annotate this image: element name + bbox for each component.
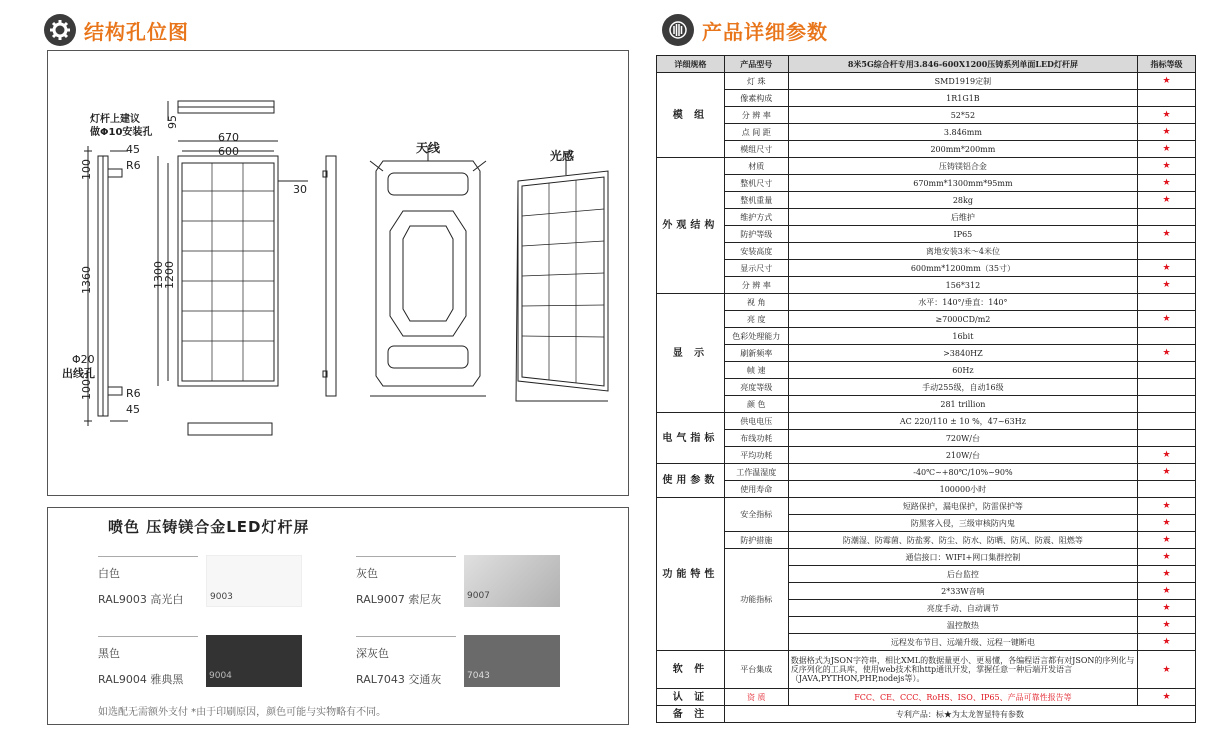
spec-key: 亮度等级 <box>724 379 788 396</box>
spec-key: 整机尺寸 <box>724 175 788 192</box>
gear-icon <box>44 14 76 46</box>
color-panel-title: 喷色 压铸镁合金LED灯杆屏 <box>108 518 310 536</box>
table-row <box>657 294 1196 311</box>
spec-value: 3.846mm <box>788 124 1137 141</box>
spec-value: 手动255级，自动16级 <box>788 379 1137 396</box>
spec-value: 后台监控 <box>788 566 1137 583</box>
spec-value: -40℃~+80℃/10%~90% <box>788 464 1137 481</box>
rating-cell <box>1138 209 1196 226</box>
spec-value: 远程发布节目、远端升级、远程一键断电 <box>788 634 1137 651</box>
rating-cell <box>1138 464 1196 481</box>
spec-value: ≥7000CD/m2 <box>788 311 1137 328</box>
section-title-text: 结构孔位图 <box>84 19 189 44</box>
swatch-gray[interactable]: 9007 <box>464 555 560 607</box>
table-row <box>657 345 1196 362</box>
spec-key: 材质 <box>724 158 788 175</box>
spec-key: 整机重量 <box>724 192 788 209</box>
spec-table <box>656 55 1196 723</box>
table-row <box>657 124 1196 141</box>
rating-cell <box>1138 175 1196 192</box>
swatch-darkgray[interactable]: 7043 <box>464 635 560 687</box>
params-section-title <box>662 14 828 46</box>
label-light-sensor: 光感 <box>550 149 575 163</box>
rating-cell <box>1138 532 1196 549</box>
swatch-black-label: 黑色 RAL9004 雅典黑 <box>98 636 198 687</box>
star-icon: ★ <box>1162 535 1171 545</box>
rating-cell <box>1138 243 1196 260</box>
spec-value: 水平：140°/垂直：140° <box>788 294 1137 311</box>
spec-value: 600mm*1200mm（35寸） <box>788 260 1137 277</box>
structure-drawing-panel <box>47 50 629 496</box>
star-icon: ★ <box>1162 263 1171 273</box>
dim-600: 600 <box>218 145 239 158</box>
spec-key: 模组尺寸 <box>724 141 788 158</box>
spec-value: 100000小时 <box>788 481 1137 498</box>
rating-cell <box>1138 689 1196 706</box>
star-icon: ★ <box>1162 144 1171 154</box>
rating-cell <box>1138 481 1196 498</box>
table-row <box>657 243 1196 260</box>
star-icon: ★ <box>1162 518 1171 528</box>
star-icon: ★ <box>1162 467 1171 477</box>
spec-key: 色彩处理能力 <box>724 328 788 345</box>
color-panel-footer: 如选配无需额外支付 *由于印刷原因，颜色可能与实物略有不同。 <box>98 707 387 718</box>
star-icon: ★ <box>1162 450 1171 460</box>
spec-value: 通信接口：WIFI+网口集群控制 <box>788 549 1137 566</box>
spec-key: 资 质 <box>724 689 788 706</box>
rating-cell <box>1138 311 1196 328</box>
header-cell: 指标等级 <box>1138 56 1196 73</box>
rating-cell <box>1138 294 1196 311</box>
dim-30: 30 <box>293 183 307 196</box>
table-row <box>657 549 1196 566</box>
swatch-darkgray-label: 深灰色 RAL7043 交通灰 <box>356 636 456 687</box>
table-row <box>657 192 1196 209</box>
spec-value: 200mm*200mm <box>788 141 1137 158</box>
rating-cell <box>1138 583 1196 600</box>
spec-value: 16bit <box>788 328 1137 345</box>
table-row <box>657 328 1196 345</box>
spec-key: 使用寿命 <box>724 481 788 498</box>
group-name: 模 组 <box>657 73 725 158</box>
table-row <box>657 447 1196 464</box>
spec-key: 显示尺寸 <box>724 260 788 277</box>
spec-value: 温控散热 <box>788 617 1137 634</box>
spec-key: 安全指标 <box>724 498 788 532</box>
rating-cell <box>1138 158 1196 175</box>
swatch-white-label: 白色 RAL9003 高光白 <box>98 556 198 607</box>
table-row <box>657 689 1196 706</box>
spec-value: 短路保护，漏电保护，防雷保护等 <box>788 498 1137 515</box>
table-row <box>657 311 1196 328</box>
spec-value: 防潮湿、防霉菌、防盐雾、防尘、防水、防晒、防风、防震、阻燃等 <box>788 532 1137 549</box>
rating-cell <box>1138 379 1196 396</box>
rating-cell <box>1138 396 1196 413</box>
table-row <box>657 413 1196 430</box>
star-icon: ★ <box>1162 501 1171 511</box>
group-name: 认 证 <box>657 689 725 706</box>
spec-key: 帧 速 <box>724 362 788 379</box>
dim-r6-bot: R6 <box>126 387 141 400</box>
table-row <box>657 396 1196 413</box>
table-row <box>657 158 1196 175</box>
spec-value: 281 trillion <box>788 396 1137 413</box>
rating-cell <box>1138 362 1196 379</box>
rating-cell <box>1138 549 1196 566</box>
group-name: 功能特性 <box>657 498 725 651</box>
spec-value: 156*312 <box>788 277 1137 294</box>
swatch-black[interactable]: 9004 <box>206 635 302 687</box>
spec-key: 工作温湿度 <box>724 464 788 481</box>
group-name: 软 件 <box>657 651 725 689</box>
spec-key: 像素构成 <box>724 90 788 107</box>
star-icon: ★ <box>1162 280 1171 290</box>
table-row <box>657 430 1196 447</box>
spec-value: 离地安装3米～4米位 <box>788 243 1137 260</box>
section-title-text: 产品详细参数 <box>702 19 828 44</box>
spec-key: 平均功耗 <box>724 447 788 464</box>
rating-cell <box>1138 328 1196 345</box>
spec-key: 供电电压 <box>724 413 788 430</box>
star-icon: ★ <box>1162 637 1171 647</box>
chip-icon <box>662 14 694 46</box>
rating-cell <box>1138 260 1196 277</box>
star-icon: ★ <box>1162 603 1171 613</box>
structure-section-title <box>44 14 189 46</box>
rating-cell <box>1138 447 1196 464</box>
star-icon: ★ <box>1162 692 1171 702</box>
spec-key: 视 角 <box>724 294 788 311</box>
group-name: 备 注 <box>657 706 725 723</box>
spec-key: 颜 色 <box>724 396 788 413</box>
spec-value: FCC、CE、CCC、RoHS、ISO、IP65、产品可靠性报告等 <box>788 689 1137 706</box>
spec-value: 720W/台 <box>788 430 1137 447</box>
rating-cell <box>1138 107 1196 124</box>
spec-value: 210W/台 <box>788 447 1137 464</box>
table-header <box>657 56 1196 73</box>
table-row <box>657 141 1196 158</box>
table-row <box>657 73 1196 90</box>
spec-value: 专利产品：标★为太龙智显特有参数 <box>724 706 1195 723</box>
spec-key: 刷新频率 <box>724 345 788 362</box>
rating-cell <box>1138 345 1196 362</box>
group-name: 电气指标 <box>657 413 725 464</box>
spec-value: 2*33W音响 <box>788 583 1137 600</box>
header-cell: 8米5G综合杆专用3.846-600X1200压铸系列单面LED灯杆屏 <box>788 56 1137 73</box>
spec-value: 1R1G1B <box>788 90 1137 107</box>
spec-key: 维护方式 <box>724 209 788 226</box>
rating-cell <box>1138 515 1196 532</box>
dim-95: 95 <box>166 115 179 129</box>
spec-value: 压铸镁铝合金 <box>788 158 1137 175</box>
table-row <box>657 706 1196 723</box>
table-row <box>657 379 1196 396</box>
table-row <box>657 362 1196 379</box>
rating-cell <box>1138 430 1196 447</box>
rating-cell <box>1138 192 1196 209</box>
star-icon: ★ <box>1162 127 1171 137</box>
table-row <box>657 464 1196 481</box>
star-icon: ★ <box>1162 552 1171 562</box>
dim-phi20: Φ20 <box>72 353 95 366</box>
spec-value: 防黑客入侵，三级审核防内鬼 <box>788 515 1137 532</box>
table-row <box>657 277 1196 294</box>
header-cell: 产品型号 <box>724 56 788 73</box>
rating-cell <box>1138 566 1196 583</box>
spec-value: SMD1919定制 <box>788 73 1137 90</box>
install-hole-note: 灯杆上建议 做Φ10安装孔 <box>90 114 153 138</box>
dim-670: 670 <box>218 131 239 144</box>
table-row <box>657 209 1196 226</box>
table-row <box>657 651 1196 689</box>
spec-value: 60Hz <box>788 362 1137 379</box>
dim-1200: 1200 <box>163 261 176 289</box>
table-row <box>657 107 1196 124</box>
spec-value: 亮度手动、自动调节 <box>788 600 1137 617</box>
star-icon: ★ <box>1162 586 1171 596</box>
spec-value: IP65 <box>788 226 1137 243</box>
spec-value: 670mm*1300mm*95mm <box>788 175 1137 192</box>
swatch-white[interactable]: 9003 <box>206 555 302 607</box>
star-icon: ★ <box>1162 314 1171 324</box>
table-row <box>657 260 1196 277</box>
dim-45-top: 45 <box>126 143 140 156</box>
rating-cell <box>1138 141 1196 158</box>
rating-cell <box>1138 617 1196 634</box>
spec-key: 点 间 距 <box>724 124 788 141</box>
spec-value: 数据格式为JSON字符串，相比XML的数据量更小、更易懂，各编程语言都有对JSON的序列化与反序列化的工具库，使用web技术和http通讯开发，掌握任意一种后端开发语言（JAVA,PYTHON,PHP,nodejs等）。 <box>788 651 1137 689</box>
spec-value: >3840HZ <box>788 345 1137 362</box>
dim-1300: 1300 <box>152 261 165 289</box>
spec-value: 52*52 <box>788 107 1137 124</box>
star-icon: ★ <box>1162 178 1171 188</box>
dim-100-top: 100 <box>80 159 93 180</box>
spec-key: 亮 度 <box>724 311 788 328</box>
dim-1360: 1360 <box>80 266 93 294</box>
spec-key: 防护措施 <box>724 532 788 549</box>
star-icon: ★ <box>1162 664 1171 675</box>
star-icon: ★ <box>1162 110 1171 120</box>
spec-value: 后维护 <box>788 209 1137 226</box>
spec-key: 功能指标 <box>724 549 788 651</box>
spec-key: 分 辨 率 <box>724 107 788 124</box>
dim-100-bot: 100 <box>80 379 93 400</box>
spec-key: 灯 珠 <box>724 73 788 90</box>
star-icon: ★ <box>1162 348 1171 358</box>
table-row <box>657 498 1196 515</box>
spec-key: 分 辨 率 <box>724 277 788 294</box>
star-icon: ★ <box>1162 161 1171 171</box>
dim-outlet-hole: 出线孔 <box>62 367 95 380</box>
rating-cell <box>1138 73 1196 90</box>
rating-cell <box>1138 651 1196 689</box>
group-name: 外观结构 <box>657 158 725 294</box>
star-icon: ★ <box>1162 76 1171 86</box>
rating-cell <box>1138 226 1196 243</box>
table-row <box>657 90 1196 107</box>
star-icon: ★ <box>1162 195 1171 205</box>
spec-value: 28kg <box>788 192 1137 209</box>
rating-cell <box>1138 90 1196 107</box>
star-icon: ★ <box>1162 229 1171 239</box>
rating-cell <box>1138 277 1196 294</box>
spec-key: 防护等级 <box>724 226 788 243</box>
rating-cell <box>1138 634 1196 651</box>
dim-45-bot: 45 <box>126 403 140 416</box>
label-antenna: 天线 <box>416 141 441 155</box>
dim-r6-top: R6 <box>126 159 141 172</box>
star-icon: ★ <box>1162 620 1171 630</box>
rating-cell <box>1138 124 1196 141</box>
swatch-gray-label: 灰色 RAL9007 索尼灰 <box>356 556 456 607</box>
header-cell: 详细规格 <box>657 56 725 73</box>
table-row <box>657 226 1196 243</box>
color-options-panel <box>47 507 629 725</box>
rating-cell <box>1138 413 1196 430</box>
group-name: 使用参数 <box>657 464 725 498</box>
spec-key: 布线功耗 <box>724 430 788 447</box>
group-name: 显 示 <box>657 294 725 413</box>
spec-key: 安装高度 <box>724 243 788 260</box>
table-row <box>657 175 1196 192</box>
table-row <box>657 532 1196 549</box>
rating-cell <box>1138 498 1196 515</box>
rating-cell <box>1138 600 1196 617</box>
table-row <box>657 481 1196 498</box>
spec-value: AC 220/110 ± 10 %，47~63Hz <box>788 413 1137 430</box>
spec-key: 平台集成 <box>724 651 788 689</box>
star-icon: ★ <box>1162 569 1171 579</box>
